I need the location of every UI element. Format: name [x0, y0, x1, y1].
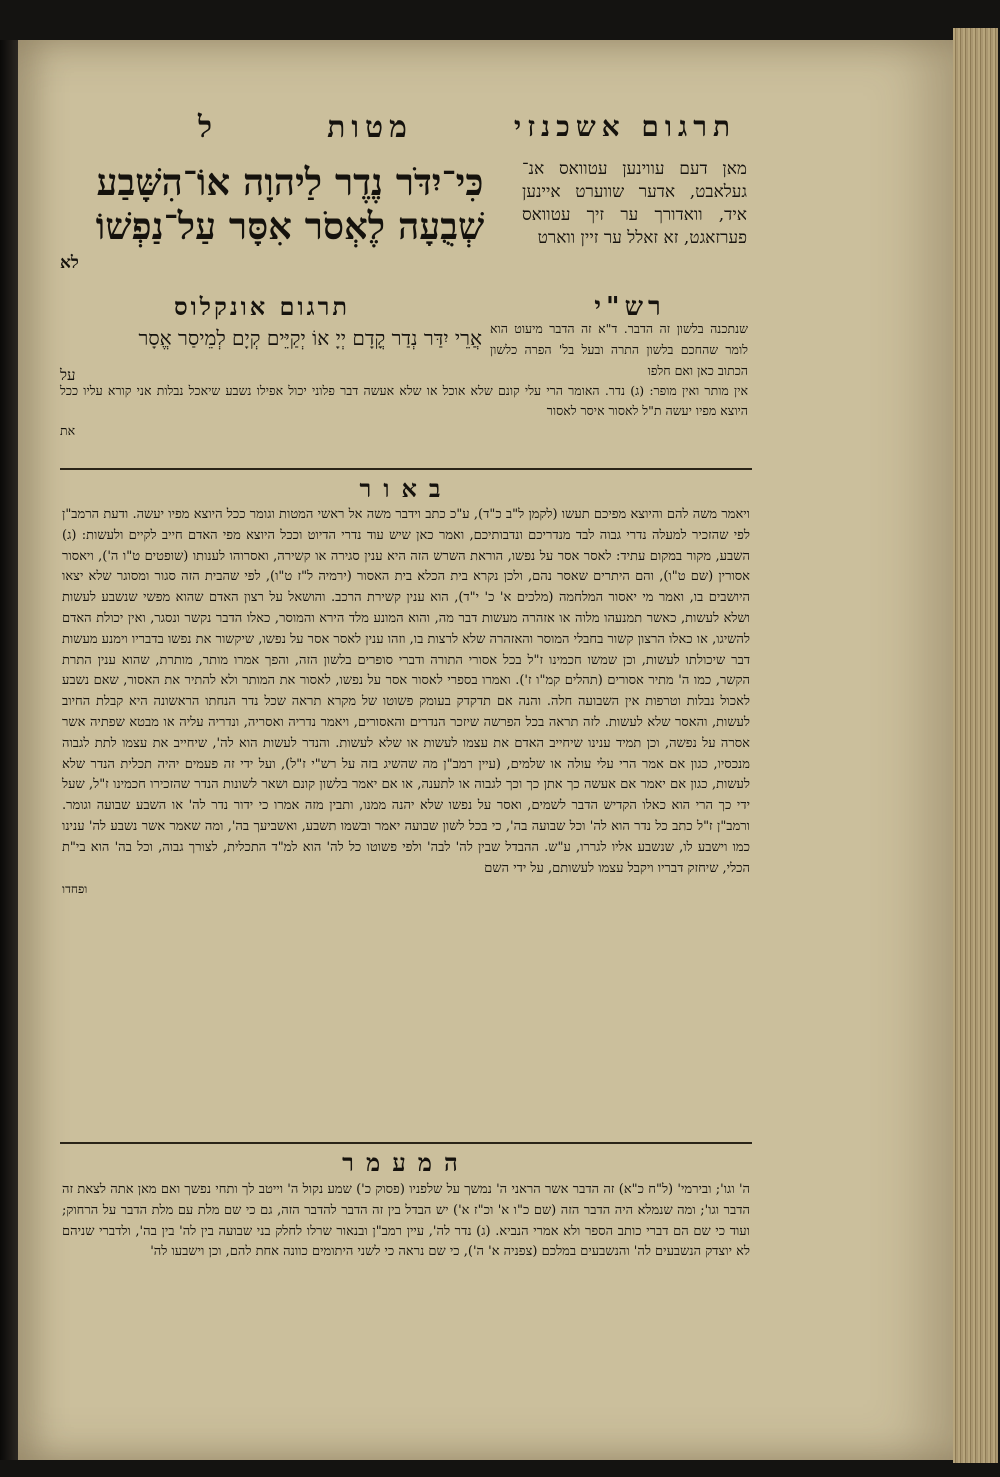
verse-number: לא	[60, 253, 79, 273]
onkelos-catchword: על	[60, 366, 76, 384]
header-parsha-name: מטות	[327, 110, 413, 145]
rashi-catchword: את	[60, 423, 76, 438]
onkelos-heading: תרגום אונקלוס	[173, 292, 351, 321]
rashi-commentary-text: אין מותר ואין מופר: (ג) נדר. האומר הרי עלי קונם שלא אוכל או שלא אעשה דבר פלוני יכול אפילו נשבע שיאכל נבלות אני קורא עליו ככל היוצא מפיו יעשה ת"ל לאסור איסר לאסור	[60, 383, 748, 418]
torah-verse-line-1: כִּי־יִדֹּר נֶדֶר לַיהוָה אוֹ־הִשָּׁבַע	[96, 160, 484, 204]
header-targum-ashkenazi: תרגום אשכנזי	[513, 110, 737, 143]
torah-verse	[60, 160, 520, 248]
rashi-commentary-continued	[60, 381, 748, 441]
book-spine-shadow	[0, 40, 18, 1460]
divider-before-hameamer	[60, 1142, 752, 1144]
hameamer-heading: המעמר	[342, 1148, 470, 1177]
torah-verse-line-2: שְׁבֻעָה לֶאְסֹר אִסָּר עַל־נַפְשׁוֹ	[95, 204, 485, 248]
beur-heading: באור	[359, 474, 453, 503]
hameamer-commentary: ה' וגו'; ובירמי' (ל"ח כ"א) זה הדבר אשר הראני ה' נמשך על שלפניו (פסוק כ') שמע נקול ה' וייטב לך ותחי נפשך ואם מאן אתה לצאת זה הדבר וגו'; ומה שנמלא היה הדבר הזה (שם כ"ו א' וכ"ז א') יש הבדל בין זה הדבר להדבר הזה, גם כי שם מלת עם מלת הדבר על הרחוק; ועוד כי שם הם דברי כותב הספר ולא אמרי הנביא. (ג) נדר לה', עיין רמב"ן ובנאור שרלו לחלק בני שבועה בין לה' בין בה', ולדברי שניהם לא יוצדק הנשבעים לה' והנשבעים במלכם (צפניה א' ה'), כי שם נראה כי לשני היתומים כוונה אחת להם, וכן וישבעו לה'	[62, 1182, 750, 1260]
beur-commentary	[62, 505, 750, 900]
beur-text: ויאמר משה להם והיוצא מפיכם תעשו (לקמן ל"ב כ"ד), ע"כ כתב וידבר משה אל ראשי המטות וגומר ככל היוצא מפיו יעשה. ודעת הרמב"ן לפי שהזכיר למעלה נדרי גבוה לבד מנדריכם ונדבותיכם, ואמר כאן שיש עוד נדרי הדיוט וככל היוצא מפי האדם חייב לקיים ולעשות: (ג) השבע, מקור במקום עתיד: לאסר אסר על נפשו, הוראת השרש הזה היא ענין סגירה או קשירה, ואסרוהו לענותו (שופטים ט"ו ה'), ויאסור אסורין (שם ט"ו), והם היתרים שאסר נהם, ולכן נקרא בית הכלא בית האסור (ירמיה ל"ז ט"ו), לפי שהבית הזה סגור ומסוגר שלא יצאו היושבים בו, ואמר מי יאסור המלחמה (מלכים א' כ' י"ד), הוא ענין קשירת הרכב. והושאל על רצון האדם שהוא מפשי שנשבע לעשות ושלא לעשות, כאשר תמנעהו מלוה או אזהרה מעשות דבר מה, והוא המונע מלד הירא והמוסר, כאלו הדבר נקשר ונסגר, ואין יכולת האדם להשיגו, או כאלו הרצון קשור בחבלי המוסר והאזהרה שלא לרצות בו, וזהו ענין לאסר אסר על נפשו, שיקשור את נפשו בדבריו וימנע מעשות דבר שיכולתו לעשות, וכן שמשו חכמינו ז"ל בכל אסורי התורה ודברי סופרים בלשון הזה, והפך אמרו מותר, מותרת, שהוא ענין התרת הקשר, כמו ה' מתיר אסורים (תהלים קמ"ו ז'). ואמרו בספרי לאסור אסר על נפשו, לאסור את המותר ולא להתיר את האסור, שאם נשבע לאכול נבלות וטרפות אין השבועה חלה. והנה אם תדקדק בעומק פשוטו של מקרא תראה שכל נדר הנחתו הראשונה היא קבלת החיוב לעשות, והאסר שלא לעשות. לזה תראה בכל הפרשה שיזכר הנדרים והאסורים, ויאמר נדריה ואסריה, ונדריה עליה או מבטא שפתיה אשר אסרה על נפשה, וכן תמיד ענינו שיחייב האדם את עצמו לעשות או שלא לעשות. והנדר לעשות הוא לה', שיחייב את עצמו לתת לגבוה מנכסיו, כגון אם אמר הרי עלי עולה או שלמים, (עיין רמב"ן מה שהשיג בזה על רש"י ז"ל), ועל ידי זה פעמים יהיה תכלית הנדר שלא לעשות, כגון אם יאמר אם אעשה כך אתן כך וכך לגבוה או לתענה, או אם יאמר בלשון קונם ושאר לשונות הנדר שהזכירו חכמינו ז"ל, שעל ידי כך הרי הוא כאלו הקדיש הדבר לשמים, ואסר על נפשו שלא יהנה ממנו, ותבין מזה אמרו כי ידור נדר לה' או השבע שבועה וגומר. ורמב"ן ז"ל כתב כל נדר הוא לה' וכל שבועה בה', כי בכל לשון שבועה יאמר ובשמו תשבע, ואשביעך בה', ומה שאמר אשר נשבע לה' ענינו כמו וישבע לו, שנשבע אליו לגררו, ע"ש. ההבדל שבין לה' לבה' ולפי פשוטו כל לה' הוא למ"ד התכלית, לצורך גבוה, וכל בה' הוא בי"ת הכלי, שיחזק דבריו ויקבל עצמו לעשותם, על ידי השם	[62, 507, 750, 876]
divider-before-beur	[60, 468, 752, 470]
header-chapter-number: ל	[198, 110, 219, 145]
onkelos-text: אֲרֵי יִדַּר נְדַר קֳדָם יְיָ אוֹ יְקַיֵּים קְיָם לְמֵיסַר אֱסָר	[138, 326, 482, 350]
yiddish-translation: מאן דעם עווינען עטוואס אנ־ געלאבט, אדער שווערט איינען איד, וואדורך ער זיך עטוואס פערזאגט, זא זאלל ער זיין ווארט	[522, 159, 747, 248]
beur-catchword: ופחדו	[62, 882, 88, 897]
rashi-commentary-side: שנתכנה בלשון זה הדבר. ד"א זה הדבר מיעוט הוא לומר שהחכם בלשון התרה ובעל בל' הפרה כלשון הכתוב כאן ואם חלפו	[490, 321, 748, 378]
page-edges	[953, 28, 998, 1463]
rashi-heading: רש"י	[594, 292, 666, 322]
